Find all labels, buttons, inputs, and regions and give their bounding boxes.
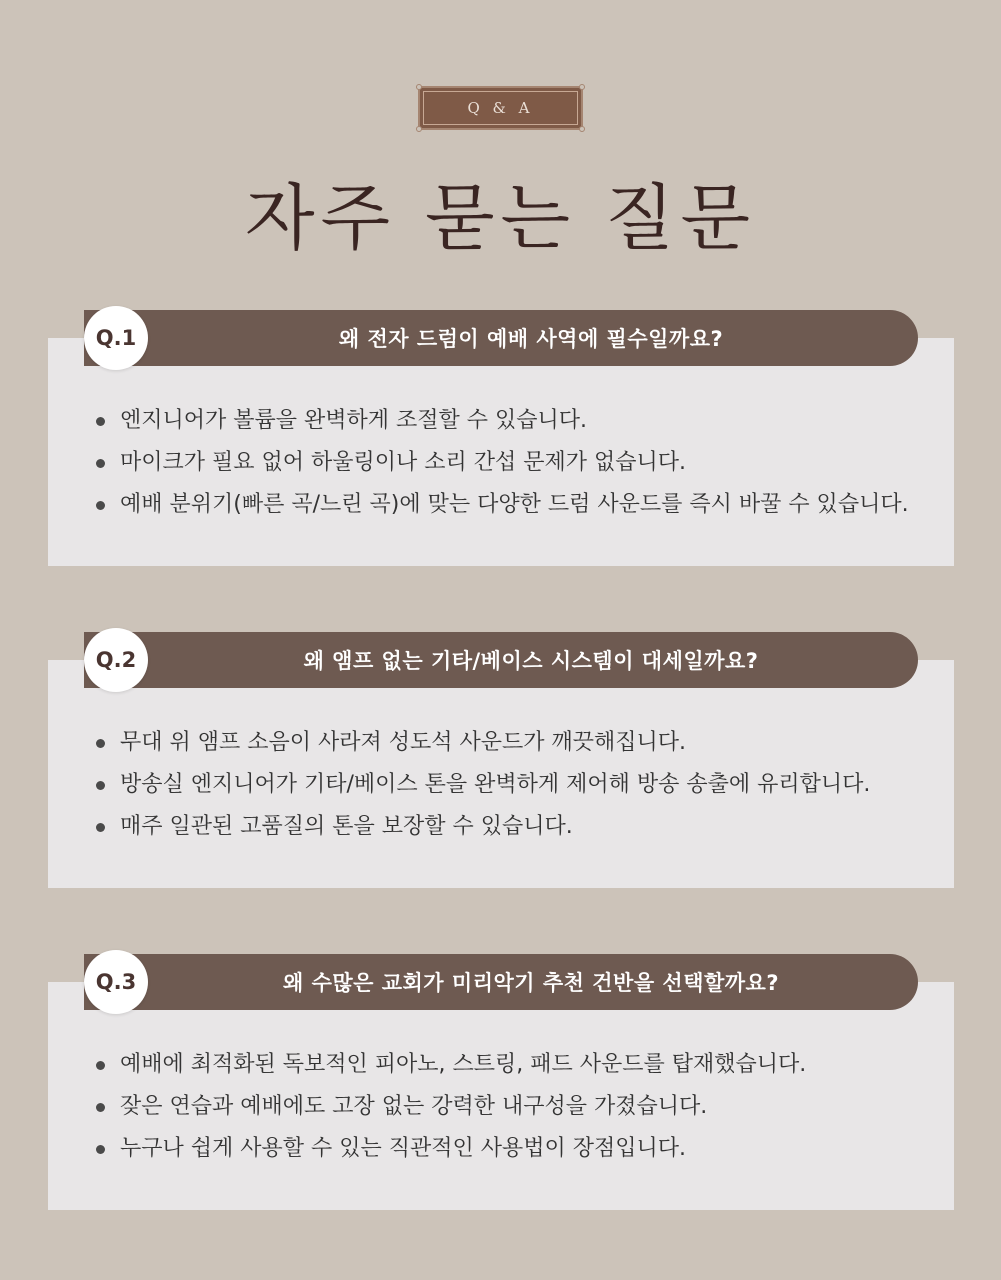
answer-item: 예배 분위기(빠른 곡/느린 곡)에 맞는 다양한 드럼 사운드를 즉시 바꿀 수 있습니다. <box>96 490 909 532</box>
question-number: Q.2 <box>95 648 137 672</box>
answer-list <box>96 406 909 532</box>
answer-item: 잦은 연습과 예배에도 고장 없는 강력한 내구성을 가졌습니다. <box>96 1092 806 1134</box>
badge-corner-ornament <box>416 126 422 132</box>
badge-corner-ornament <box>579 126 585 132</box>
question-number-badge <box>84 306 148 370</box>
answer-item: 마이크가 필요 없어 하울링이나 소리 간섭 문제가 없습니다. <box>96 448 909 490</box>
question-text: 왜 수많은 교회가 미리악기 추천 건반을 선택할까요? <box>282 971 780 995</box>
answer-item: 예배에 최적화된 독보적인 피아노, 스트링, 패드 사운드를 탑재했습니다. <box>96 1050 806 1092</box>
answer-item: 무대 위 앰프 소음이 사라져 성도석 사운드가 깨끗해집니다. <box>96 728 870 770</box>
question-number-badge <box>84 628 148 692</box>
question-number: Q.3 <box>95 970 137 994</box>
answer-item: 누구나 쉽게 사용할 수 있는 직관적인 사용법이 장점입니다. <box>96 1134 806 1176</box>
question-text: 왜 전자 드럼이 예배 사역에 필수일까요? <box>338 327 724 351</box>
question-bar <box>84 310 918 366</box>
question-text: 왜 앰프 없는 기타/베이스 시스템이 대세일까요? <box>303 649 759 673</box>
badge-corner-ornament <box>416 84 422 90</box>
qa-badge <box>418 86 583 130</box>
answer-item: 매주 일관된 고품질의 톤을 보장할 수 있습니다. <box>96 812 870 854</box>
page-title: 자주 묻는 질문 <box>244 176 757 260</box>
question-number-badge <box>84 950 148 1014</box>
badge-corner-ornament <box>579 84 585 90</box>
answer-item: 방송실 엔지니어가 기타/베이스 톤을 완벽하게 제어해 방송 송출에 유리합니다. <box>96 770 870 812</box>
question-bar <box>84 632 918 688</box>
question-number: Q.1 <box>95 326 137 350</box>
badge-label: Q & A <box>467 99 534 117</box>
answer-list <box>96 728 870 854</box>
question-bar <box>84 954 918 1010</box>
answer-list <box>96 1050 806 1176</box>
answer-item: 엔지니어가 볼륨을 완벽하게 조절할 수 있습니다. <box>96 406 909 448</box>
